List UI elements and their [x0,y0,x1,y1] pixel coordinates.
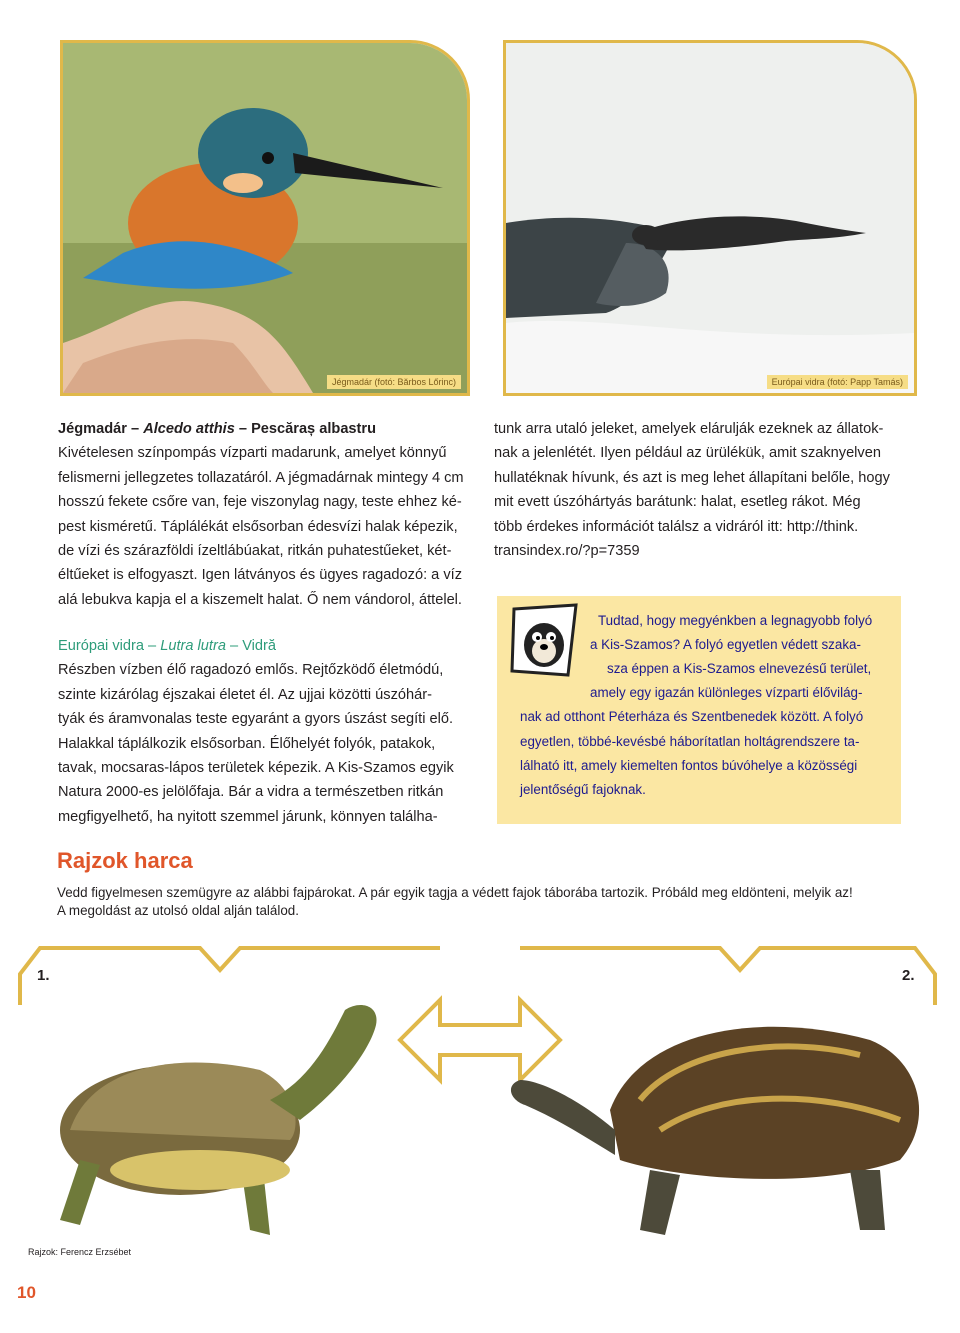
kingfisher-line: hosszú fekete csőre van, feje viszonylag nagy, teste ehhez ké- [58,494,462,511]
pair-label-1: 1. [37,967,50,984]
page-number: 10 [17,1283,36,1302]
otter-mascot-icon [504,601,584,681]
otter-heading [58,634,468,658]
kingfisher-romanian-name: Pescăraș albastru [251,421,377,437]
kingfisher-name: Jégmadár [58,421,127,437]
kingfisher-line: pest kisméretű. Táplálékát elsősorban édesvízi halak képezik, [58,518,458,535]
dash: – [225,638,243,654]
drawings-credit: Rajzok: Ferencz Erzsébet [28,1247,132,1257]
pair-label-2: 2. [902,967,915,984]
kingfisher-heading [58,417,468,441]
red-eared-slider-drawing [60,1005,377,1235]
otter-line: megfigyelhető, ha nyitott szemmel járunk, könnyen találha- [58,808,438,825]
otter-line: transindex.ro/?p=7359 [494,543,640,560]
kingfisher-photo [60,40,470,396]
kingfisher-latin-name: Alcedo atthis [143,421,235,437]
tip-line: nak ad otthont Péterháza és Szentbenedek között. A folyó [520,709,864,724]
tip-line: Tudtad, hogy megyénkben a legnagyobb folyó [598,613,873,628]
otter-romanian-name: Vidră [242,638,276,654]
tip-line: amely egy igazán különleges vízparti élővilág- [590,685,863,700]
otter-photo-caption: Európai vidra (fotó: Papp Tamás) [767,375,908,389]
otter-section [58,634,468,829]
otter-section-continued [494,417,902,563]
box-turtle-drawing [511,1027,919,1235]
tip-line: lálható itt, amely kiemelten fontos búvóhelye a közösségi [520,758,858,773]
kingfisher-line: alá lebukva kapja el a kiszemelt halat. Ő nem vándorol, áttelel. [58,591,462,608]
otter-line: hullatéknak hívunk, és azt is meg lehet állapítani belőle, hogy [494,469,890,486]
otter-line: szinte kizárólag éjszakai életet él. Az ujjai közötti úszóhár- [58,686,432,703]
dash: – [234,421,252,437]
dash: – [144,638,161,654]
kingfisher-line: felismerni jellegzetes tollazatáról. A jégmadárnak mintegy 4 cm [58,469,464,486]
otter-photo [503,40,917,396]
otter-line: nak a jelenlétét. Ilyen például az ürülékük, amit szaknyelven [494,445,881,462]
kingfisher-section [58,417,468,612]
quiz-frame [0,930,960,1270]
kingfisher-line: de vízi és szárazföldi ízeltlábúakat, ritkán puhatestűeket, két- [58,543,452,560]
tip-line: sza éppen a Kis-Szamos elnevezésű terület, [607,661,872,676]
kingfisher-line: éltűeket is elfogyaszt. Igen látványos és ügyes ragadozó: a víz [58,567,462,584]
tip-line: a Kis-Szamos? A folyó egyetlen védett szaka- [590,637,861,652]
quiz-instruction: A megoldást az utolsó oldal alján találod. [57,903,299,918]
otter-latin-name: Lutra lutra [160,638,226,654]
otter-line: Natura 2000-es jelölőfaja. Bár a vidra a természetben ritkán [58,784,444,801]
otter-line: tyák és áramvonalas teste egyaránt a gyors úszást segíti elő. [58,711,454,728]
tip-line: jelentőségű fajoknak. [520,782,646,797]
kingfisher-line: Kivételesen színpompás vízparti madarunk, amelyet könnyű [58,445,447,462]
quiz-instruction: Vedd figyelmesen szemügyre az alábbi fajpárokat. A pár egyik tagja a védett fajok táborába tartozik. Próbáld meg eldönteni, melyik az! [57,885,853,900]
otter-line: tunk arra utaló jeleket, amelyek elárulják ezeknek az állatok- [494,421,884,437]
otter-line: több érdekes információt találsz a vidráról itt: http://think. [494,518,859,535]
tip-line: egyetlen, többé-kevésbé háborítatlan holtágrendszere ta- [520,734,860,749]
otter-line: Halakkal táplálkozik elsősorban. Élőhelyét folyók, patakok, [58,735,436,752]
otter-name: Európai vidra [58,638,144,654]
dash: – [126,421,144,437]
kingfisher-photo-caption: Jégmadár (fotó: Bărbos Lőrinc) [327,375,461,389]
otter-line: tavak, mocsaras-lápos területek képezik. A Kis-Szamos egyik [58,760,454,777]
otter-line: mit evett úszóhártyás barátunk: halat, esetleg rákot. Még [494,494,861,511]
otter-line: Részben vízben élő ragadozó emlős. Rejtőzködő életmódú, [58,662,444,679]
section-title: Rajzok harca [57,848,193,873]
